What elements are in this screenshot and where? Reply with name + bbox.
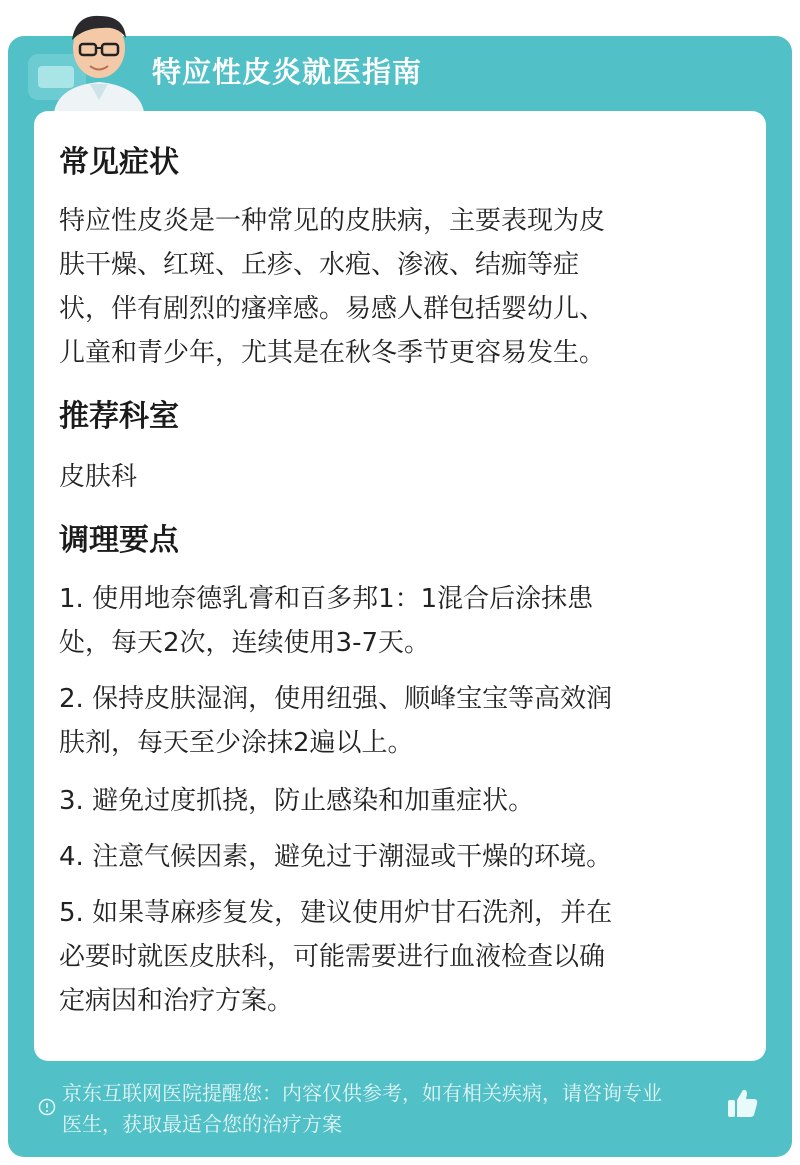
text-line: 定病因和治疗方案。 <box>59 986 294 1016</box>
care-item <box>59 779 731 823</box>
text-line: 肤剂，每天至少涂抹2遍以上。 <box>59 728 414 758</box>
text-line: 4. 注意气候因素，避免过于潮湿或干燥的环境。 <box>59 842 613 872</box>
text-line: 2. 保持皮肤湿润，使用纽强、顺峰宝宝等高效润 <box>59 684 613 714</box>
care-item <box>59 835 731 879</box>
text-line: 必要时就医皮肤科，可能需要进行血液检查以确 <box>59 942 606 972</box>
info-icon <box>38 1098 56 1116</box>
department-text: 皮肤科 <box>59 462 138 492</box>
disclaimer-line: 京东互联网医院提醒您：内容仅供参考，如有相关疾病，请咨询专业 <box>62 1081 662 1105</box>
disclaimer-line: 医生，获取最适合您的治疗方案 <box>62 1112 342 1136</box>
text-line: 1. 使用地奈德乳膏和百多邦1：1混合后涂抹患 <box>59 584 594 614</box>
care-item <box>59 577 731 665</box>
symptoms-paragraph <box>59 199 731 375</box>
text-line: 3. 避免过度抓挠，防止感染和加重症状。 <box>59 786 535 816</box>
disclaimer <box>62 1078 732 1140</box>
section-heading-care: 调理要点 <box>59 523 179 558</box>
section-heading-department: 推荐科室 <box>59 399 179 434</box>
care-item <box>59 677 731 765</box>
text-line: 5. 如果荨麻疹复发，建议使用炉甘石洗剂，并在 <box>59 898 613 928</box>
content-card <box>34 111 766 1061</box>
text-line: 儿童和青少年，尤其是在秋冬季节更容易发生。 <box>59 338 606 368</box>
text-line: 特应性皮炎是一种常见的皮肤病，主要表现为皮 <box>59 206 606 236</box>
section-heading-symptoms: 常见症状 <box>59 145 179 180</box>
text-line: 肤干燥、红斑、丘疹、水疱、渗液、结痂等症 <box>59 250 580 280</box>
page-title: 特应性皮炎就医指南 <box>152 55 423 89</box>
thumbs-up-icon[interactable] <box>726 1086 760 1120</box>
text-line: 状，伴有剧烈的瘙痒感。易感人群包括婴幼儿、 <box>59 294 606 324</box>
care-item <box>59 891 731 1023</box>
text-line: 处，每天2次，连续使用3-7天。 <box>59 628 431 658</box>
